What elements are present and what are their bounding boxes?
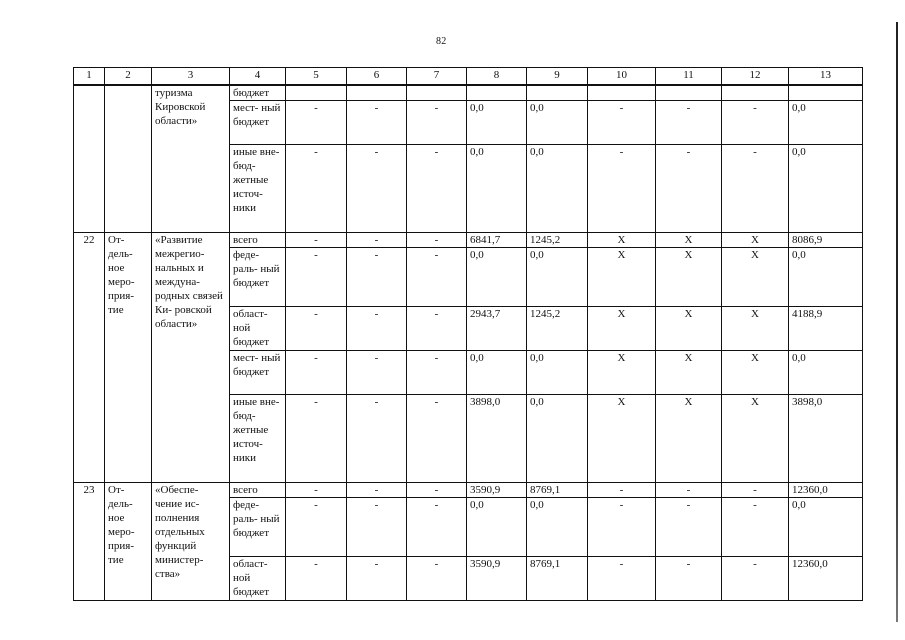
value-cell [656, 85, 722, 101]
value-cell: 0,0 [789, 498, 863, 557]
value-cell: - [722, 483, 789, 498]
value-cell: - [722, 557, 789, 601]
value-cell: 12360,0 [789, 557, 863, 601]
table-row [74, 85, 863, 101]
value-cell: 8086,9 [789, 233, 863, 248]
value-cell: X [722, 233, 789, 248]
value-cell: - [347, 145, 407, 233]
value-cell: - [722, 498, 789, 557]
value-cell: 0,0 [527, 395, 588, 483]
table-row [74, 483, 863, 498]
value-cell: - [656, 498, 722, 557]
value-cell: X [588, 351, 656, 395]
value-cell: X [588, 248, 656, 307]
value-cell: - [286, 248, 347, 307]
value-cell: 0,0 [527, 351, 588, 395]
value-cell: 0,0 [467, 145, 527, 233]
value-cell [588, 85, 656, 101]
value-cell: - [588, 498, 656, 557]
value-cell: 1245,2 [527, 307, 588, 351]
value-cell: 4188,9 [789, 307, 863, 351]
value-cell [467, 85, 527, 101]
page-edge-rule [896, 22, 898, 622]
column-header: 9 [527, 68, 588, 86]
item-name-cell: туризма Кировской области» [152, 85, 230, 233]
value-cell: - [347, 351, 407, 395]
item-number-cell: 23 [74, 483, 105, 601]
value-cell [789, 85, 863, 101]
value-cell: X [656, 248, 722, 307]
value-cell: X [656, 307, 722, 351]
column-header: 2 [105, 68, 152, 86]
value-cell: - [286, 145, 347, 233]
value-cell: - [347, 101, 407, 145]
value-cell [722, 85, 789, 101]
item-name-cell: «Обеспе- чение ис- полнения отдельных функций министер- ства» [152, 483, 230, 601]
funding-source-cell: всего [230, 483, 286, 498]
value-cell: X [722, 395, 789, 483]
value-cell: - [407, 498, 467, 557]
value-cell: - [407, 557, 467, 601]
value-cell [527, 85, 588, 101]
value-cell: X [722, 307, 789, 351]
funding-source-cell: бюджет [230, 85, 286, 101]
value-cell: - [286, 233, 347, 248]
value-cell: - [407, 351, 467, 395]
value-cell: - [407, 145, 467, 233]
value-cell: - [722, 101, 789, 145]
value-cell [286, 85, 347, 101]
value-cell: 1245,2 [527, 233, 588, 248]
value-cell: 8769,1 [527, 557, 588, 601]
value-cell: 3898,0 [467, 395, 527, 483]
item-name-cell: «Развитие межрегио- нальных и междуна- родных связей Ки- ровской области» [152, 233, 230, 483]
value-cell: - [407, 101, 467, 145]
value-cell: - [407, 307, 467, 351]
column-header: 11 [656, 68, 722, 86]
column-header: 5 [286, 68, 347, 86]
value-cell: - [722, 145, 789, 233]
funding-source-cell: област- ной бюджет [230, 307, 286, 351]
funding-source-cell: мест- ный бюджет [230, 351, 286, 395]
funding-source-cell: иные вне- бюд- жетные источ- ники [230, 145, 286, 233]
value-cell: - [588, 101, 656, 145]
funding-source-cell: феде- раль- ный бюджет [230, 248, 286, 307]
value-cell: 0,0 [467, 351, 527, 395]
column-number-row [74, 68, 863, 86]
item-status-cell: От- дель- ное меро- прия- тие [105, 483, 152, 601]
value-cell: - [286, 557, 347, 601]
value-cell: 3590,9 [467, 557, 527, 601]
value-cell: X [588, 307, 656, 351]
value-cell: - [286, 498, 347, 557]
value-cell: - [347, 557, 407, 601]
column-header: 12 [722, 68, 789, 86]
value-cell: 2943,7 [467, 307, 527, 351]
value-cell: - [286, 351, 347, 395]
value-cell: X [588, 395, 656, 483]
page-number: 82 [436, 36, 447, 47]
value-cell: X [656, 233, 722, 248]
value-cell [407, 85, 467, 101]
value-cell: - [588, 557, 656, 601]
value-cell: 8769,1 [527, 483, 588, 498]
item-status-cell: От- дель- ное меро- прия- тие [105, 233, 152, 483]
funding-source-cell: мест- ный бюджет [230, 101, 286, 145]
value-cell: 0,0 [527, 498, 588, 557]
value-cell: - [286, 395, 347, 483]
column-header: 7 [407, 68, 467, 86]
value-cell: 0,0 [789, 351, 863, 395]
item-number-cell [74, 85, 105, 233]
value-cell: - [347, 498, 407, 557]
column-header: 13 [789, 68, 863, 86]
value-cell: 3898,0 [789, 395, 863, 483]
value-cell: - [407, 395, 467, 483]
value-cell: 12360,0 [789, 483, 863, 498]
value-cell: 6841,7 [467, 233, 527, 248]
value-cell: - [656, 101, 722, 145]
value-cell: 0,0 [527, 145, 588, 233]
budget-table [73, 67, 863, 601]
value-cell: 0,0 [527, 248, 588, 307]
value-cell: 0,0 [467, 498, 527, 557]
funding-source-cell: феде- раль- ный бюджет [230, 498, 286, 557]
value-cell [347, 85, 407, 101]
value-cell: - [347, 483, 407, 498]
value-cell: 0,0 [789, 145, 863, 233]
value-cell: X [588, 233, 656, 248]
value-cell: - [286, 307, 347, 351]
column-header: 3 [152, 68, 230, 86]
value-cell: 3590,9 [467, 483, 527, 498]
value-cell: - [407, 248, 467, 307]
value-cell: 0,0 [527, 101, 588, 145]
value-cell: - [286, 483, 347, 498]
funding-source-cell: иные вне- бюд- жетные источ- ники [230, 395, 286, 483]
value-cell: - [656, 145, 722, 233]
value-cell: - [407, 483, 467, 498]
column-header: 1 [74, 68, 105, 86]
value-cell: - [347, 248, 407, 307]
value-cell: - [588, 483, 656, 498]
value-cell: 0,0 [467, 101, 527, 145]
value-cell: - [656, 483, 722, 498]
value-cell: 0,0 [789, 101, 863, 145]
value-cell: - [347, 233, 407, 248]
column-header: 8 [467, 68, 527, 86]
value-cell: - [347, 395, 407, 483]
value-cell: X [656, 395, 722, 483]
value-cell: - [588, 145, 656, 233]
value-cell: - [407, 233, 467, 248]
table-row [74, 233, 863, 248]
value-cell: X [656, 351, 722, 395]
item-number-cell: 22 [74, 233, 105, 483]
value-cell: - [656, 557, 722, 601]
column-header: 4 [230, 68, 286, 86]
column-header: 10 [588, 68, 656, 86]
funding-source-cell: всего [230, 233, 286, 248]
funding-source-cell: област- ной бюджет [230, 557, 286, 601]
value-cell: 0,0 [789, 248, 863, 307]
value-cell: 0,0 [467, 248, 527, 307]
value-cell: - [347, 307, 407, 351]
value-cell: - [286, 101, 347, 145]
value-cell: X [722, 351, 789, 395]
value-cell: X [722, 248, 789, 307]
column-header: 6 [347, 68, 407, 86]
item-status-cell [105, 85, 152, 233]
